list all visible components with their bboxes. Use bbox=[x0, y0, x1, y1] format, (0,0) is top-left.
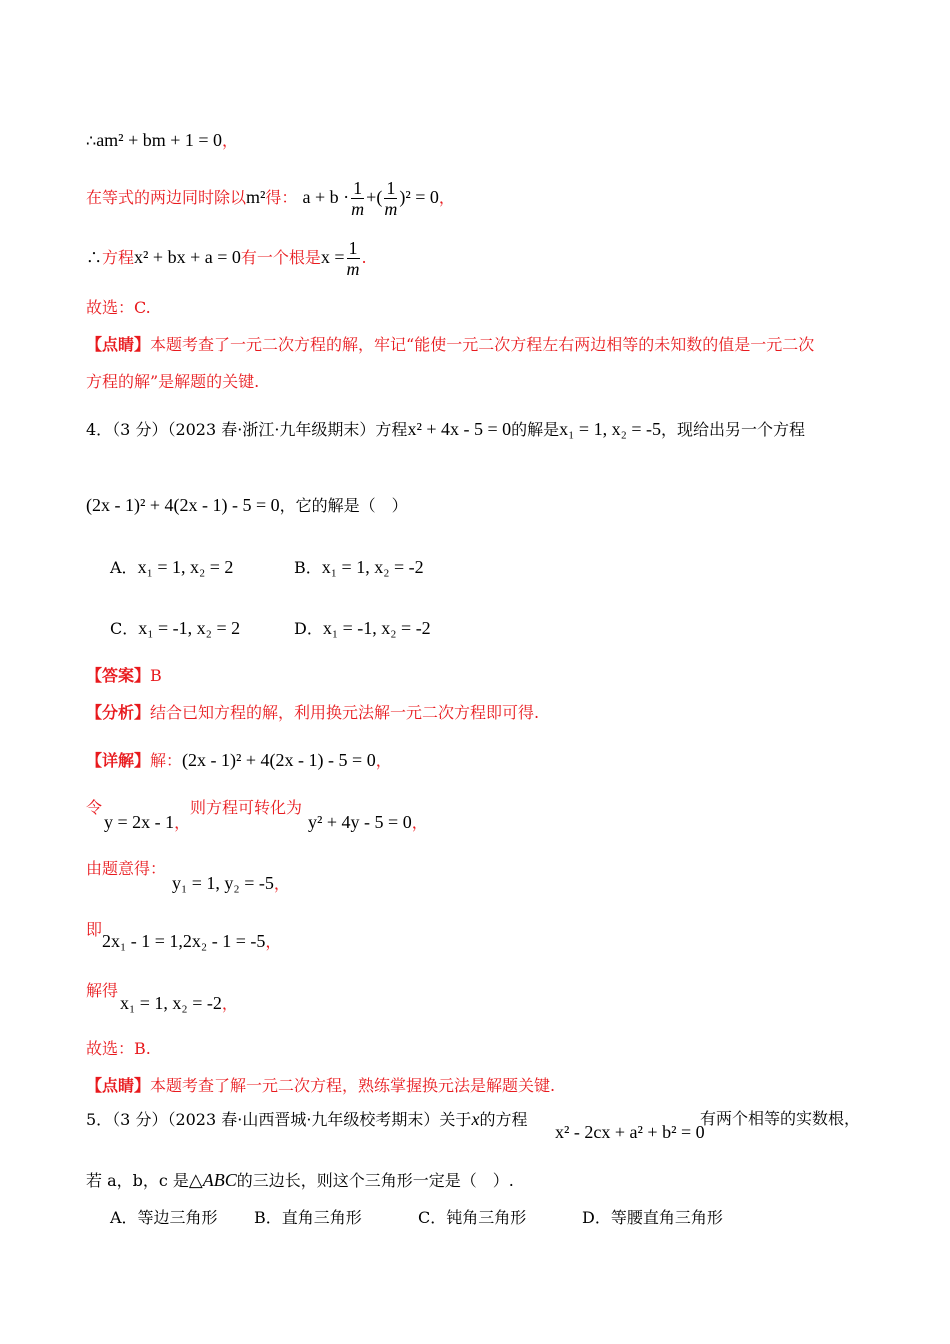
option-label: A． bbox=[110, 558, 138, 577]
step-line-1 bbox=[86, 129, 238, 152]
root-lhs: x = bbox=[320, 247, 345, 267]
given-line-text: 由题意得： bbox=[86, 859, 167, 878]
denominator: m bbox=[384, 199, 398, 219]
option-value: x₁ = -1, x₂ = -2 bbox=[322, 618, 431, 638]
equation-part: a + b · bbox=[302, 187, 350, 207]
equation-part: )² = 0 bbox=[399, 187, 439, 207]
step-line-3 bbox=[86, 238, 367, 279]
substitution-text: 则方程可转化为 bbox=[190, 798, 303, 817]
text: 得： bbox=[265, 188, 298, 207]
transformed-equation bbox=[308, 811, 428, 834]
equation: x² - 2cx + a² + b² = 0 bbox=[555, 1122, 705, 1142]
equation: y² + 4y - 5 = 0 bbox=[308, 812, 412, 832]
numerator: 1 bbox=[348, 238, 358, 258]
q5-option-d[interactable]: D．等腰直角三角形 bbox=[582, 1208, 723, 1227]
question-head: 4．（3 分）（2023 春·浙江·九年级期末）方程 bbox=[86, 420, 408, 439]
punctuation: ， bbox=[438, 188, 455, 207]
option-value: x₁ = 1, x₂ = -2 bbox=[321, 557, 424, 577]
question-5-equation bbox=[555, 1121, 705, 1144]
question-5-stem bbox=[86, 1108, 527, 1131]
q5-option-b[interactable]: B．直角三角形 bbox=[254, 1208, 362, 1227]
comment-line-2: 方程的解”是解题的关键. bbox=[86, 372, 260, 391]
solve-text: 解得 bbox=[86, 981, 119, 1000]
text: 令 bbox=[86, 798, 103, 817]
punctuation: ， bbox=[273, 874, 290, 893]
q5-option-c[interactable]: C．钝角三角形 bbox=[418, 1208, 527, 1227]
variable: m² bbox=[246, 187, 266, 207]
detail-text: 解： bbox=[150, 751, 183, 770]
substitution-line bbox=[86, 797, 102, 819]
text: 在等式的两边同时除以 bbox=[86, 188, 247, 207]
question-4-stem-line-2 bbox=[86, 494, 408, 517]
equation: (2x - 1)² + 4(2x - 1) - 5 = 0 bbox=[182, 750, 376, 770]
answer-text: B bbox=[150, 666, 162, 685]
equation: am² + bm + 1 = 0 bbox=[96, 130, 223, 150]
equation: x² + bx + a = 0 bbox=[134, 247, 241, 267]
punctuation: ， bbox=[222, 131, 239, 150]
answer-line bbox=[86, 665, 162, 687]
comment-text: 本题考查了解一元二次方程，熟练掌握换元法是解题关键. bbox=[150, 1076, 556, 1095]
punctuation: . bbox=[361, 248, 367, 267]
option-value: x₁ = -1, x₂ = 2 bbox=[138, 618, 241, 638]
text: 的三边长，则这个三角形一定是（ ）. bbox=[236, 1171, 514, 1190]
equation: y₁ = 1, y₂ = -5 bbox=[172, 873, 274, 893]
punctuation: ， bbox=[174, 813, 191, 832]
text: 方程 bbox=[102, 248, 135, 267]
choice-line-2: 故选：B. bbox=[86, 1039, 151, 1058]
comment-tag: 【点睛】 bbox=[86, 335, 151, 354]
option-a[interactable] bbox=[110, 556, 233, 579]
text: 的解是 bbox=[511, 420, 560, 439]
equation: (2x - 1)² + 4(2x - 1) - 5 = 0 bbox=[86, 495, 280, 515]
fraction bbox=[384, 178, 397, 219]
therefore-symbol: ∴ bbox=[86, 248, 103, 267]
triangle-symbol: △ABC bbox=[188, 1170, 237, 1190]
question-4-stem bbox=[86, 418, 805, 441]
question-5-tail: 有两个相等的实数根， bbox=[700, 1109, 861, 1128]
detail-tag: 【详解】 bbox=[86, 751, 151, 770]
comment-text: 本题考查了一元二次方程的解，牢记“能使一元二次方程左右两边相等的未知数的值是一元二次 bbox=[150, 335, 815, 354]
option-label: D． bbox=[294, 619, 323, 638]
q5-option-a[interactable]: A．等边三角形 bbox=[110, 1208, 218, 1227]
option-b[interactable] bbox=[294, 556, 424, 579]
fraction bbox=[347, 238, 360, 279]
detail-line bbox=[86, 749, 392, 772]
text: ，它的解是（ ） bbox=[279, 496, 408, 515]
comment-line-3 bbox=[86, 1075, 555, 1097]
option-value: x₁ = 1, x₂ = 2 bbox=[137, 557, 234, 577]
answer-tag: 【答案】 bbox=[86, 666, 151, 685]
solution: x₁ = 1, x₂ = -5 bbox=[559, 419, 662, 439]
choice-line: 故选：C. bbox=[86, 298, 151, 317]
option-label: C． bbox=[110, 619, 139, 638]
text: 的方程 bbox=[479, 1110, 528, 1129]
denominator: m bbox=[351, 199, 365, 219]
analysis-line bbox=[86, 702, 539, 724]
given-line-equation bbox=[172, 872, 290, 895]
step-line-2 bbox=[86, 178, 455, 219]
fraction bbox=[351, 178, 364, 219]
analysis-text: 结合已知方程的解，利用换元法解一元二次方程即可得. bbox=[150, 703, 540, 722]
equation: x² + 4x - 5 = 0 bbox=[407, 419, 512, 439]
option-c[interactable] bbox=[110, 617, 240, 640]
equation: x₁ = 1, x₂ = -2 bbox=[120, 993, 222, 1013]
question-head: 5．（3 分）（2023 春·山西晋城·九年级校考期末）关于 bbox=[86, 1110, 472, 1129]
text: 有一个根是 bbox=[240, 248, 321, 267]
substitution-equation bbox=[104, 811, 190, 834]
therefore-symbol: ∴ bbox=[86, 131, 97, 150]
punctuation: ， bbox=[411, 813, 428, 832]
denominator: m bbox=[346, 259, 360, 279]
variable: x bbox=[471, 1109, 480, 1129]
text: ，现给出另一个方程 bbox=[661, 420, 806, 439]
question-5-stem-line-2 bbox=[86, 1169, 514, 1192]
equation: 2x₁ - 1 = 1,2x₂ - 1 = -5 bbox=[102, 931, 266, 951]
comment-line-1 bbox=[86, 334, 814, 356]
numerator: 1 bbox=[386, 178, 396, 198]
thus-equation bbox=[102, 930, 281, 953]
numerator: 1 bbox=[353, 178, 363, 198]
analysis-tag: 【分析】 bbox=[86, 703, 151, 722]
punctuation: ， bbox=[265, 932, 282, 951]
solve-equation bbox=[120, 992, 238, 1015]
thus-text: 即 bbox=[86, 920, 103, 939]
comment-tag: 【点睛】 bbox=[86, 1076, 151, 1095]
punctuation: ， bbox=[375, 751, 392, 770]
punctuation: ， bbox=[221, 994, 238, 1013]
equation-part: +( bbox=[366, 187, 383, 207]
option-d[interactable] bbox=[294, 617, 431, 640]
text: 若 a，b，c 是 bbox=[86, 1171, 189, 1190]
option-label: B． bbox=[294, 558, 322, 577]
equation: y = 2x - 1 bbox=[104, 812, 175, 832]
